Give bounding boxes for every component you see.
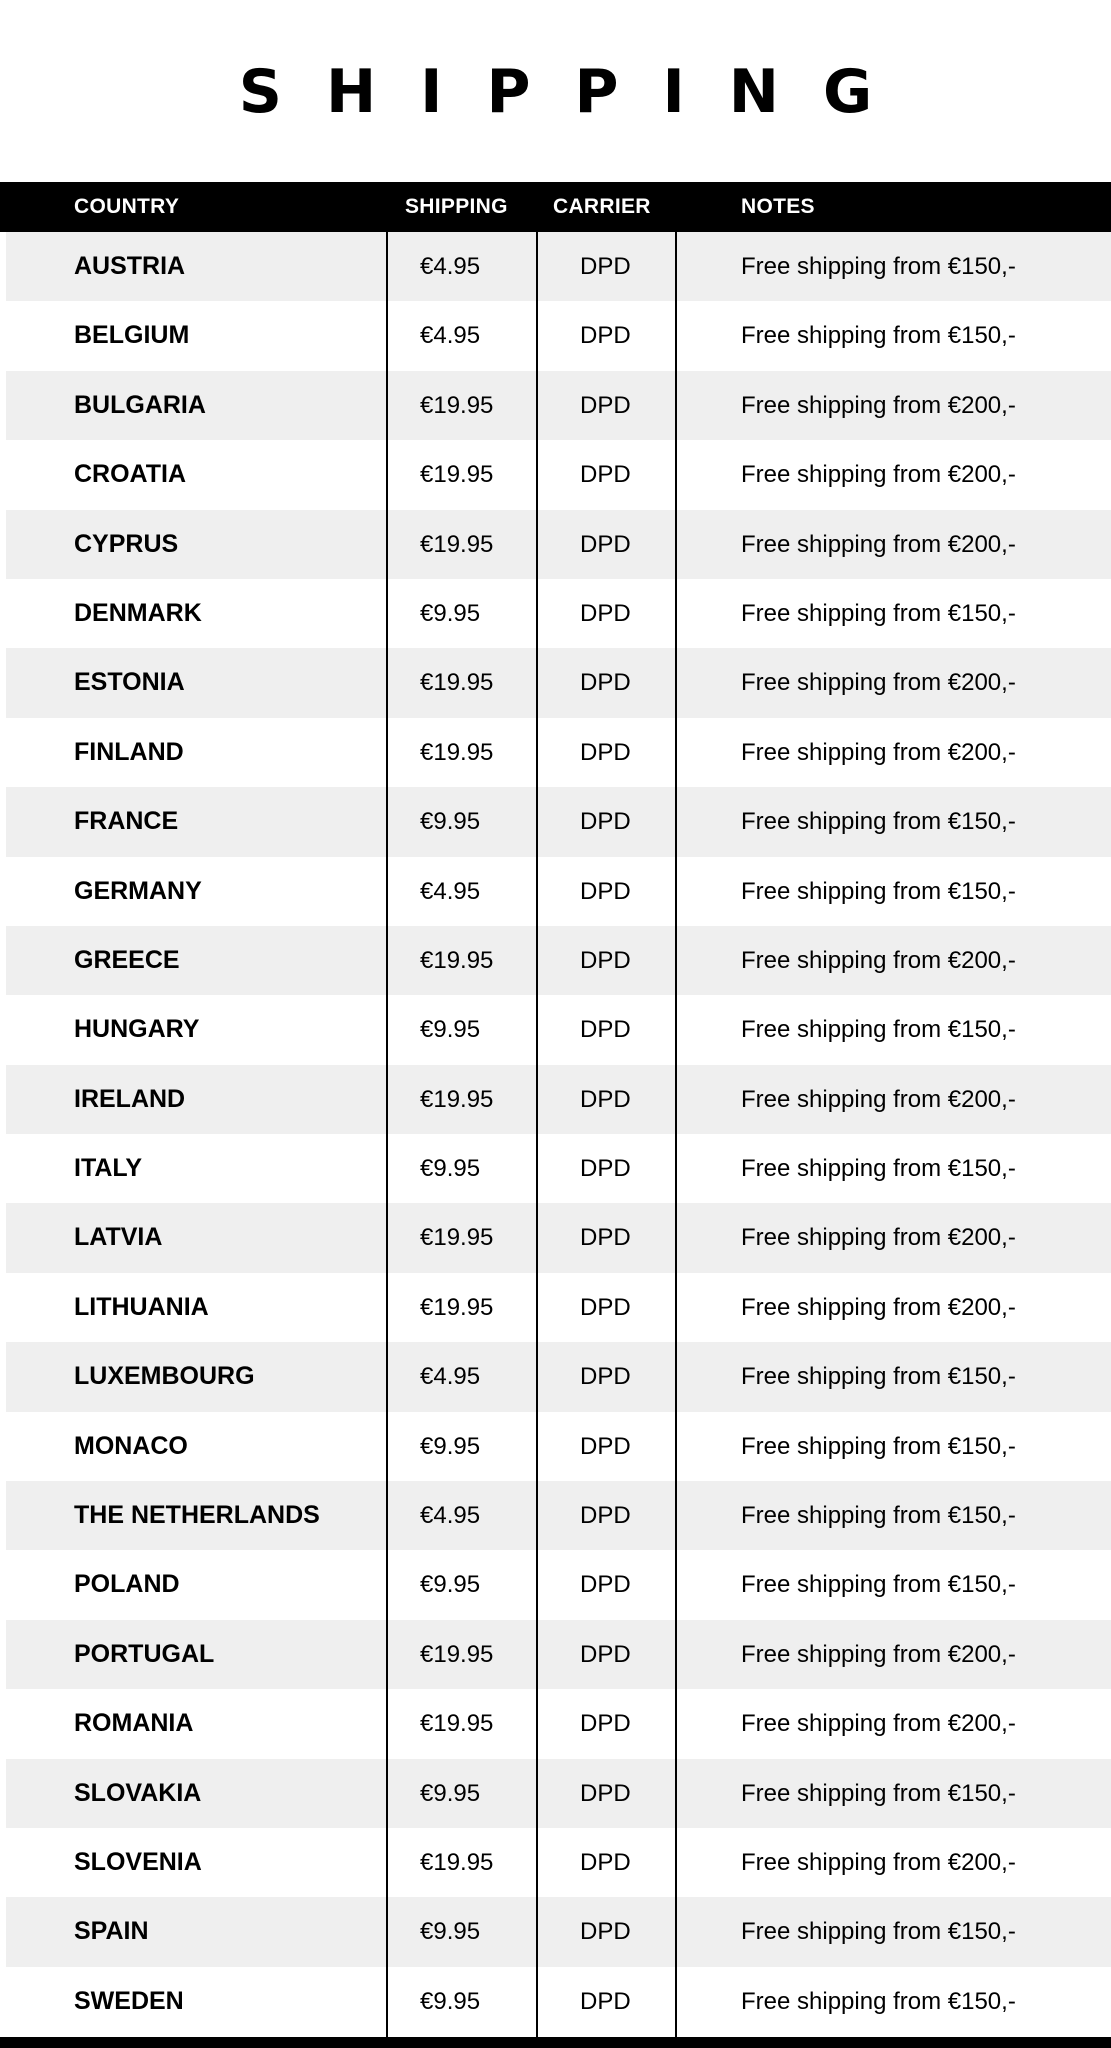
table-row — [6, 1828, 1111, 1897]
shipping-cost-cell: €4.95 — [420, 253, 481, 280]
table-row — [6, 718, 1111, 787]
shipping-cost-cell: €19.95 — [420, 1710, 494, 1738]
shipping-cost-cell: €4.95 — [420, 877, 481, 905]
table-row — [6, 995, 1111, 1064]
table-row — [6, 857, 1111, 926]
table-row — [6, 1481, 1111, 1550]
notes-cell: Free shipping from €150,- — [741, 322, 1016, 350]
table-row — [6, 1550, 1111, 1619]
country-cell: DENMARK — [74, 598, 202, 627]
country-cell: MONACO — [74, 1431, 188, 1460]
country-cell: BELGIUM — [74, 321, 190, 350]
carrier-cell: DPD — [580, 461, 631, 489]
shipping-cost-cell: €19.95 — [420, 669, 494, 697]
shipping-cost-cell: €19.95 — [420, 1848, 494, 1876]
shipping-cost-cell: €9.95 — [420, 1155, 481, 1183]
carrier-cell: DPD — [580, 599, 631, 627]
column-divider-notes — [675, 232, 677, 2037]
notes-cell: Free shipping from €150,- — [741, 877, 1016, 905]
carrier-cell: DPD — [580, 669, 631, 697]
carrier-cell: DPD — [580, 253, 631, 280]
shipping-cost-cell: €9.95 — [420, 1779, 481, 1807]
country-cell: SLOVENIA — [74, 1847, 202, 1876]
shipping-cost-cell: €4.95 — [420, 322, 481, 350]
table-row — [6, 1342, 1111, 1411]
notes-cell: Free shipping from €150,- — [741, 253, 1016, 280]
country-cell: GREECE — [74, 945, 180, 974]
notes-cell: Free shipping from €200,- — [741, 1224, 1016, 1252]
header-country: COUNTRY — [74, 195, 180, 218]
notes-cell: Free shipping from €200,- — [741, 946, 1016, 974]
notes-cell: Free shipping from €200,- — [741, 669, 1016, 697]
notes-cell: Free shipping from €200,- — [741, 461, 1016, 489]
country-cell: FRANCE — [74, 807, 179, 836]
table-row — [6, 579, 1111, 648]
notes-cell: Free shipping from €150,- — [741, 1016, 1016, 1044]
table-row — [6, 1412, 1111, 1481]
notes-cell: Free shipping from €150,- — [741, 1502, 1016, 1530]
column-divider-shipping — [386, 232, 388, 2037]
table-row — [6, 301, 1111, 370]
shipping-cost-cell: €19.95 — [420, 1293, 494, 1321]
table-row — [6, 1897, 1111, 1966]
carrier-cell: DPD — [580, 1987, 631, 2015]
notes-cell: Free shipping from €200,- — [741, 530, 1016, 558]
shipping-cost-cell: €4.95 — [420, 1363, 481, 1391]
carrier-cell: DPD — [580, 1918, 631, 1946]
country-cell: GERMANY — [74, 876, 202, 905]
country-cell: POLAND — [74, 1570, 180, 1599]
country-cell: CROATIA — [74, 460, 187, 489]
shipping-cost-cell: €9.95 — [420, 1016, 481, 1044]
carrier-cell: DPD — [580, 530, 631, 558]
notes-cell: Free shipping from €150,- — [741, 1987, 1016, 2015]
carrier-cell: DPD — [580, 322, 631, 350]
notes-cell: Free shipping from €200,- — [741, 1640, 1016, 1668]
country-cell: SWEDEN — [74, 1986, 184, 2015]
carrier-cell: DPD — [580, 1502, 631, 1530]
table-row — [6, 1203, 1111, 1272]
country-cell: ITALY — [74, 1154, 143, 1183]
shipping-cost-cell: €9.95 — [420, 1987, 481, 2015]
table-row — [6, 787, 1111, 856]
country-cell: IRELAND — [74, 1084, 186, 1113]
shipping-cost-cell: €19.95 — [420, 530, 494, 558]
table-row — [6, 1689, 1111, 1758]
table-row — [6, 232, 1111, 301]
country-cell: ESTONIA — [74, 668, 185, 697]
shipping-cost-cell: €4.95 — [420, 1502, 481, 1530]
table-row — [6, 648, 1111, 717]
table-row — [6, 1134, 1111, 1203]
notes-cell: Free shipping from €150,- — [741, 808, 1016, 836]
notes-cell: Free shipping from €150,- — [741, 1155, 1016, 1183]
notes-cell: Free shipping from €200,- — [741, 1710, 1016, 1738]
table-bottom-border — [0, 2037, 1111, 2048]
table-row — [6, 1620, 1111, 1689]
shipping-cost-cell: €19.95 — [420, 946, 494, 974]
notes-cell: Free shipping from €200,- — [741, 1085, 1016, 1113]
country-cell: PORTUGAL — [74, 1639, 215, 1668]
shipping-cost-cell: €19.95 — [420, 1085, 494, 1113]
shipping-cost-cell: €9.95 — [420, 1571, 481, 1599]
carrier-cell: DPD — [580, 1779, 631, 1807]
notes-cell: Free shipping from €200,- — [741, 1848, 1016, 1876]
carrier-cell: DPD — [580, 946, 631, 974]
carrier-cell: DPD — [580, 1016, 631, 1044]
header-carrier: CARRIER — [553, 195, 651, 218]
notes-cell: Free shipping from €200,- — [741, 391, 1016, 419]
shipping-cost-cell: €19.95 — [420, 1640, 494, 1668]
table-row — [6, 510, 1111, 579]
table-row — [6, 440, 1111, 509]
country-cell: SPAIN — [74, 1917, 149, 1946]
country-cell: FINLAND — [74, 737, 184, 766]
header-shipping: SHIPPING — [405, 195, 508, 218]
carrier-cell: DPD — [580, 1224, 631, 1252]
carrier-cell: DPD — [580, 1848, 631, 1876]
carrier-cell: DPD — [580, 1640, 631, 1668]
table-row — [6, 371, 1111, 440]
carrier-cell: DPD — [580, 877, 631, 905]
shipping-cost-cell: €9.95 — [420, 1918, 481, 1946]
notes-cell: Free shipping from €150,- — [741, 1918, 1016, 1946]
notes-cell: Free shipping from €150,- — [741, 1363, 1016, 1391]
notes-cell: Free shipping from €150,- — [741, 1779, 1016, 1807]
notes-cell: Free shipping from €200,- — [741, 1293, 1016, 1321]
shipping-cost-cell: €9.95 — [420, 808, 481, 836]
carrier-cell: DPD — [580, 808, 631, 836]
table-row — [6, 1273, 1111, 1342]
shipping-cost-cell: €19.95 — [420, 738, 494, 766]
country-cell: LUXEMBOURG — [74, 1362, 255, 1391]
carrier-cell: DPD — [580, 391, 631, 419]
country-cell: SLOVAKIA — [74, 1778, 202, 1807]
table-row — [6, 926, 1111, 995]
country-cell: HUNGARY — [74, 1015, 200, 1044]
carrier-cell: DPD — [580, 738, 631, 766]
notes-cell: Free shipping from €200,- — [741, 738, 1016, 766]
carrier-cell: DPD — [580, 1363, 631, 1391]
shipping-table-body — [6, 232, 1111, 2036]
country-cell: ROMANIA — [74, 1709, 194, 1738]
country-cell: AUSTRIA — [74, 252, 186, 280]
carrier-cell: DPD — [580, 1085, 631, 1113]
country-cell: LATVIA — [74, 1223, 163, 1252]
notes-cell: Free shipping from €150,- — [741, 1432, 1016, 1460]
country-cell: CYPRUS — [74, 529, 179, 558]
shipping-cost-cell: €9.95 — [420, 1432, 481, 1460]
table-header — [0, 182, 1111, 232]
shipping-cost-cell: €19.95 — [420, 1224, 494, 1252]
shipping-cost-cell: €9.95 — [420, 599, 481, 627]
carrier-cell: DPD — [580, 1293, 631, 1321]
column-divider-carrier — [536, 232, 538, 2037]
carrier-cell: DPD — [580, 1710, 631, 1738]
page-title: SHIPPING — [238, 57, 917, 127]
notes-cell: Free shipping from €150,- — [741, 599, 1016, 627]
carrier-cell: DPD — [580, 1571, 631, 1599]
table-row — [6, 1759, 1111, 1828]
table-row — [6, 1967, 1111, 2036]
country-cell: BULGARIA — [74, 390, 206, 419]
country-cell: LITHUANIA — [74, 1292, 209, 1321]
carrier-cell: DPD — [580, 1432, 631, 1460]
shipping-cost-cell: €19.95 — [420, 461, 494, 489]
notes-cell: Free shipping from €150,- — [741, 1571, 1016, 1599]
table-row — [6, 1065, 1111, 1134]
shipping-cost-cell: €19.95 — [420, 391, 494, 419]
carrier-cell: DPD — [580, 1155, 631, 1183]
header-notes: NOTES — [741, 195, 815, 218]
country-cell: THE NETHERLANDS — [74, 1501, 320, 1530]
